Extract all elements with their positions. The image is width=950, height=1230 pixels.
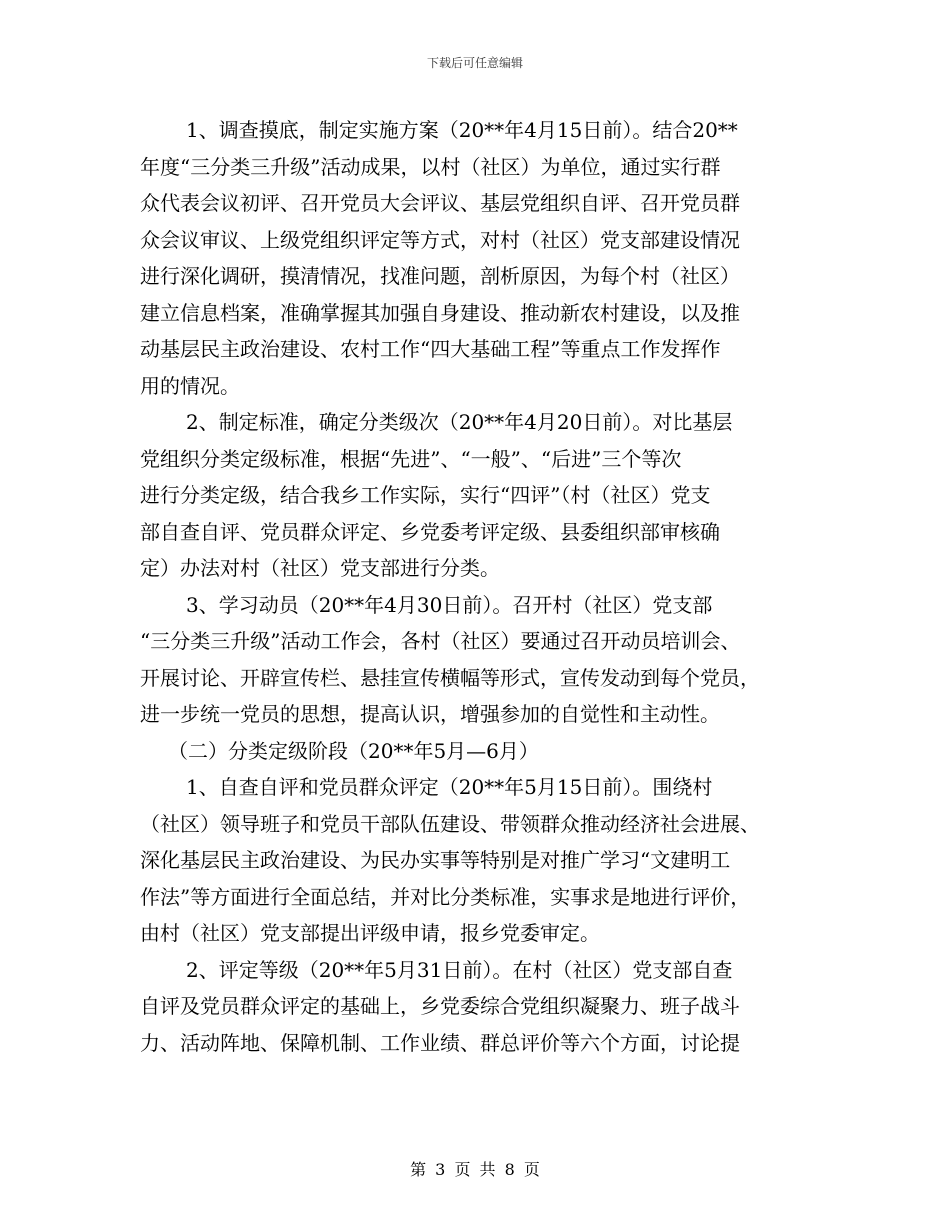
text-line: 部自查自评、党员群众评定、乡党委考评定级、县委组织部审核确 (140, 519, 720, 544)
text-line: 作法”等方面进行全面总结，并对比分类标准，实事求是地进行评价， (140, 884, 751, 909)
text-line: 定）办法对村（社区）党支部进行分类。 (140, 556, 500, 580)
text-line: 2、评定等级（20**年5月31日前）。在村（社区）党支部自查 (186, 957, 733, 982)
text-line: 进行分类定级，结合我乡工作实际，实行“四评”（村（社区）党支 (140, 483, 711, 507)
text-line: 1、调查摸底，制定实施方案（20**年4月15日前）。结合20** (186, 118, 738, 142)
text-line: 自评及党员群众评定的基础上，乡党委综合党组织凝聚力、班子战斗 (140, 994, 740, 1018)
text-line: 用的情况。 (140, 373, 240, 398)
text-line: “三分类三升级”活动工作会，各村（社区）要通过召开动员培训会、 (140, 629, 741, 653)
text-line: 动基层民主政治建设、农村工作“四大基础工程”等重点工作发挥作 (140, 337, 721, 361)
text-line: 众会议审议、上级党组织评定等方式，对村（社区）党支部建设情况 (140, 227, 740, 252)
document-body (140, 112, 812, 1061)
text-line: 党组织分类定级标准，根据“先进”、“一般”、“后进”三个等次 (140, 446, 682, 471)
text-line: 力、活动阵地、保障机制、工作业绩、群总评价等六个方面，讨论提 (140, 1030, 740, 1055)
text-line: 1、自查自评和党员群众评定（20**年5月15日前）。围绕村 (186, 775, 713, 799)
text-line: 众代表会议初评、召开党员大会评议、基层党组织自评、召开党员群 (140, 191, 740, 215)
text-line: （二）分类定级阶段（20**年5月—6月） (168, 738, 539, 763)
text-line: 年度“三分类三升级”活动成果，以村（社区）为单位，通过实行群 (140, 154, 721, 179)
page-header: 下载后可任意编辑 (426, 56, 523, 70)
text-line: （社区）领导班子和党员干部队伍建设、带领群众推动经济社会进展、 (140, 811, 760, 836)
page-footer: 第 3 页 共 8 页 (410, 1160, 540, 1179)
text-line: 开展讨论、开辟宣传栏、悬挂宣传横幅等形式，宣传发动到每个党员， (140, 665, 760, 690)
text-line: 进行深化调研，摸清情况，找准问题，剖析原因，为每个村（社区） (140, 264, 740, 288)
text-line: 进一步统一党员的思想，提高认识，增强参加的自觉性和主动性。 (140, 702, 720, 726)
text-line: 3、学习动员（20**年4月30日前）。召开村（社区）党支部 (186, 592, 713, 617)
text-line: 2、制定标准，确定分类级次（20**年4月20日前）。对比基层 (186, 410, 733, 434)
text-line: 由村（社区）党支部提出评级申请，报乡党委审定。 (140, 921, 600, 945)
text-line: 深化基层民主政治建设、为民办实事等特别是对推广学习“文建明工 (140, 848, 731, 872)
text-line: 建立信息档案，准确掌握其加强自身建设、推动新农村建设，以及推 (140, 300, 740, 325)
